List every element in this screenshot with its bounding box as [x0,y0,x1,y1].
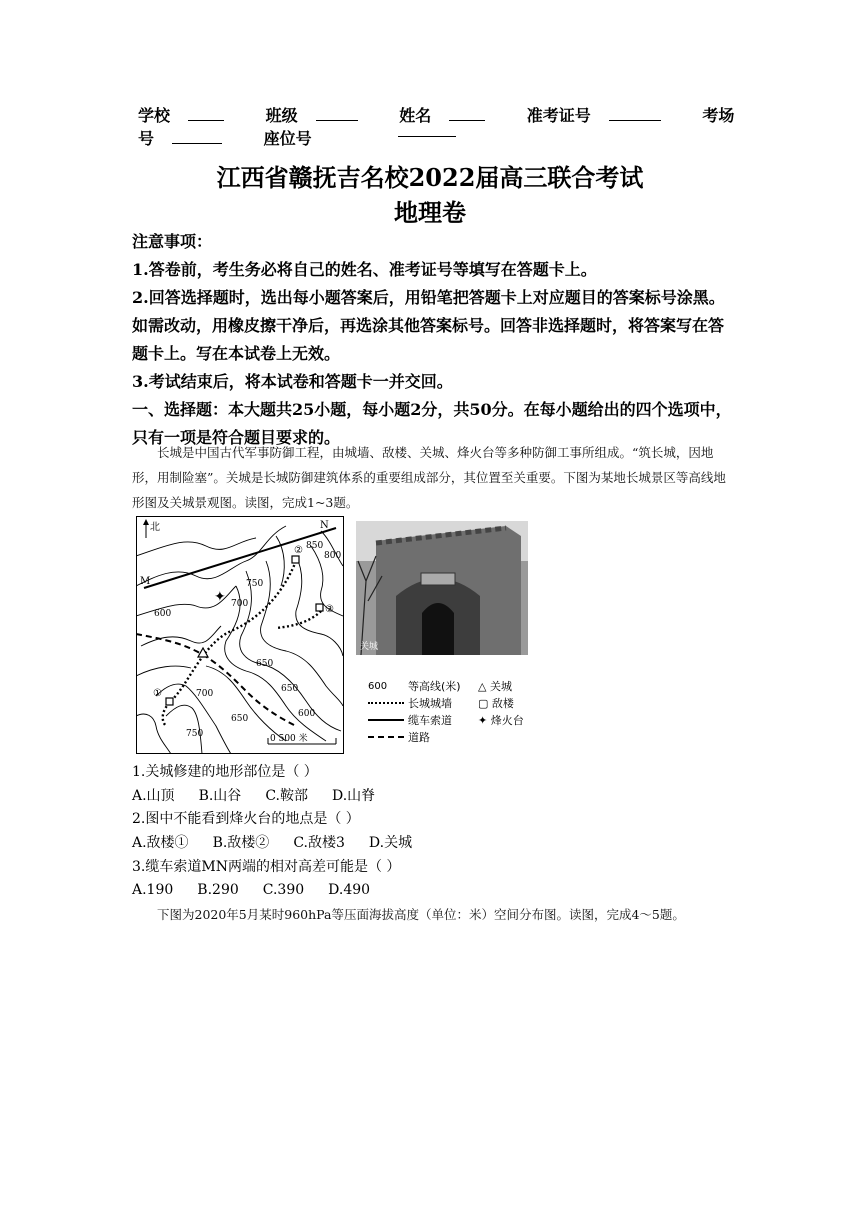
passage-great-wall: 长城是中国古代军事防御工程，由城墙、敌楼、关城、烽火台等多种防御工事所组成。“筑长城，因地形，用制险塞”。关城是长城防御建筑体系的重要组成部分，其位置至关重要。下图为某地长城景区等高线地形图及关城景观图。读图，完成1~3题。 [132,445,726,510]
pass-photo [356,521,528,655]
name-field: 姓名 [399,106,503,125]
option[interactable]: D.490 [328,882,371,898]
section-heading: 一、选择题：本大题共25小题，每小题2分，共50分。在每小题给出的四个选项中，只有一项是符合题目要求的。 [132,400,732,447]
class-field: 班级 [266,106,376,125]
north-label: 北 [150,522,160,533]
label-m: M [140,576,151,587]
svg-text:650: 650 [256,659,274,669]
exam-id-field: 准考证号 [527,106,679,125]
legend-cable: 缆车索道 [408,714,452,727]
option[interactable]: C.390 [262,882,305,898]
svg-text:750: 750 [246,579,264,589]
question-2-options [132,832,436,854]
passage-pressure: 下图为2020年5月某时960hPa等压面海拔高度（单位：米）空间分布图。读图，完成4～5题。 [157,907,685,922]
option[interactable]: D.山脊 [331,788,376,804]
exam-header [138,103,738,149]
scale-label: 0 500 米 [270,734,308,744]
svg-text:750: 750 [186,729,204,739]
legend-road-symbol [368,730,404,738]
svg-text:850: 850 [306,541,324,551]
option[interactable]: A.190 [132,882,174,898]
legend-wall: 长城城墙 [408,697,452,710]
svg-text:650: 650 [281,684,299,694]
notice-item-1: 1.答卷前，考生务必将自己的姓名、准考证号等填写在答题卡上。 [132,260,597,279]
legend-cable-symbol [368,713,404,721]
question-1-options [132,785,399,807]
legend-beacon: ✦ 烽火台 [478,714,524,727]
label-n: N [320,520,329,531]
school-field: 学校 [138,106,242,125]
option[interactable]: B.山谷 [198,788,242,804]
notice-heading: 注意事项： [132,232,213,251]
question-1-stem: 1.关城修建的地形部位是（ ） [132,764,318,780]
option[interactable]: A.敌楼① [132,835,189,851]
tower-3-label: ③ [325,604,334,615]
svg-text:600: 600 [298,709,316,719]
legend-pass: △ 关城 [478,680,512,693]
legend-tower: ▢ 敌楼 [478,697,514,710]
photo-caption: 关城 [360,642,379,652]
legend-wall-symbol [368,696,404,704]
svg-text:700: 700 [231,599,249,609]
exam-subtitle: 地理卷 [394,198,466,227]
notice-item-3: 3.考试结束后，将本试卷和答题卡一并交回。 [132,372,453,391]
exam-title: 江西省赣抚吉名校2022届高三联合考试 [216,163,644,192]
tower-2-icon [292,556,299,563]
contour-map [136,516,344,754]
option[interactable]: B.敌楼② [212,835,270,851]
option[interactable]: D.关城 [368,835,413,851]
seat-blank [398,136,456,137]
question-3-stem: 3.缆车索道MN两端的相对高差可能是（ ） [132,859,401,875]
room-field: 考场号 [138,106,735,148]
svg-text:650: 650 [231,714,249,724]
svg-text:700: 700 [196,689,214,699]
question-3-options [132,879,394,901]
legend-contour: 等高线(米) [408,680,461,693]
seat-field: 座位号 [263,129,312,148]
legend-road: 道路 [408,731,430,744]
svg-text:600: 600 [154,609,172,619]
tower-1-label: ① [153,688,162,699]
beacon-icon: ✦ [214,589,226,605]
legend-contour-sample: 600 [368,681,388,692]
option[interactable]: A.山顶 [132,788,175,804]
notice-item-2: 2.回答选择题时，选出每小题答案后，用铅笔把答题卡上对应题目的答案标号涂黑。如需改动，用橡皮擦干净后，再选涂其他答案标号。回答非选择题时，将答案写在答题卡上。写在本试卷上无效。 [132,288,725,363]
tower-2-label: ② [294,545,303,556]
question-2-stem: 2.图中不能看到烽火台的地点是（ ） [132,811,360,827]
option[interactable]: B.290 [197,882,239,898]
tower-1-icon [166,698,173,705]
option[interactable]: C.敌楼3 [293,835,345,851]
tower-3-icon [316,604,323,611]
option[interactable]: C.鞍部 [265,788,308,804]
svg-text:800: 800 [324,551,342,561]
